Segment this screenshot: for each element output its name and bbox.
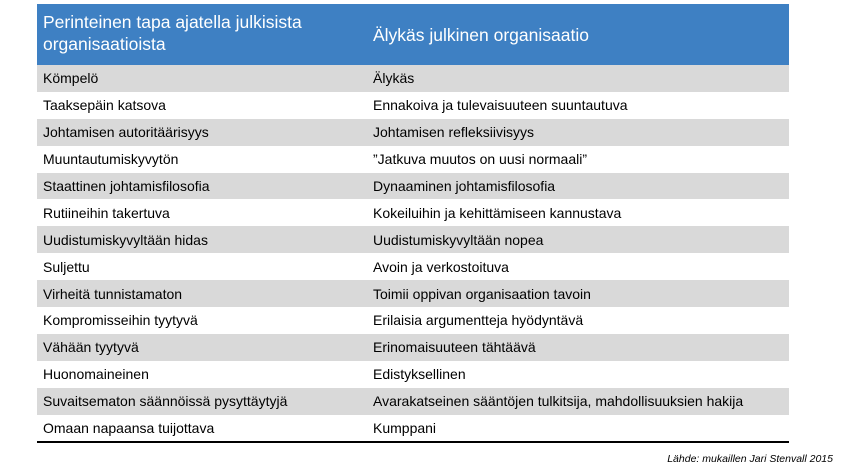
cell-smart: Erinomaisuuteen tähtäävä [373, 339, 536, 356]
cell-traditional: Taaksepäin katsova [43, 97, 166, 114]
cell-smart: Johtamisen refleksiivisyys [373, 124, 535, 141]
cell-traditional: Suljettu [43, 258, 90, 275]
table-bottom-rule [37, 441, 789, 443]
table-row [37, 199, 789, 226]
header-traditional: Perinteinen tapa ajatella julkisista organisaatioista [43, 12, 302, 54]
cell-smart: ”Jatkuva muutos on uusi normaali” [373, 151, 587, 168]
cell-smart: Toimii oppivan organisaation tavoin [373, 285, 591, 302]
comparison-table [37, 4, 789, 443]
header-smart: Älykäs julkinen organisaatio [373, 25, 589, 45]
cell-traditional: Huonomaineinen [43, 366, 149, 383]
cell-traditional: Uudistumiskyvyltään hidas [43, 231, 208, 248]
cell-smart: Ennakoiva ja tulevaisuuteen suuntautuva [373, 97, 628, 114]
cell-smart: Älykäs [373, 70, 415, 87]
source-note: Lähde: mukaillen Jari Stenvall 2015 [667, 453, 833, 465]
cell-traditional: Staattinen johtamisfilosofia [43, 178, 210, 194]
cell-smart: Avoin ja verkostoituva [373, 258, 509, 275]
table-header [37, 4, 789, 65]
cell-smart: Dynaaminen johtamisfilosofia [373, 178, 556, 194]
table-row [37, 361, 789, 388]
table-row [37, 92, 789, 119]
cell-traditional: Suvaitsematon säännöissä pysyttäytyjä [43, 393, 288, 410]
table-row [37, 415, 789, 442]
cell-traditional: Rutiineihin takertuva [43, 204, 170, 221]
cell-traditional: Johtamisen autoritäärisyys [43, 124, 209, 141]
table-row [37, 253, 789, 280]
table-row [37, 226, 789, 253]
cell-smart: Uudistumiskyvyltään nopea [373, 231, 544, 248]
table-row [37, 388, 789, 415]
cell-traditional: Muuntautumiskyvytön [43, 151, 179, 168]
table-row [37, 334, 789, 361]
cell-traditional: Kompromisseihin tyytyvä [43, 312, 198, 329]
cell-traditional: Virheitä tunnistamaton [43, 285, 183, 302]
table-row [37, 173, 789, 200]
cell-smart: Erilaisia argumentteja hyödyntävä [373, 312, 584, 329]
cell-smart: Avarakatseinen sääntöjen tulkitsija, mahdollisuuksien hakija [373, 393, 744, 410]
cell-traditional: Vähään tyytyvä [43, 339, 139, 356]
cell-traditional: Kömpelö [43, 70, 99, 87]
cell-traditional: Omaan napaansa tuijottava [43, 420, 215, 437]
table-body [37, 65, 789, 441]
cell-smart: Kokeiluihin ja kehittämiseen kannustava [373, 204, 622, 221]
cell-smart: Kumppani [373, 420, 437, 437]
table-row [37, 65, 789, 92]
table-row [37, 307, 789, 334]
cell-smart: Edistyksellinen [373, 366, 466, 383]
table-row [37, 280, 789, 307]
table-row [37, 119, 789, 146]
table-row [37, 146, 789, 173]
